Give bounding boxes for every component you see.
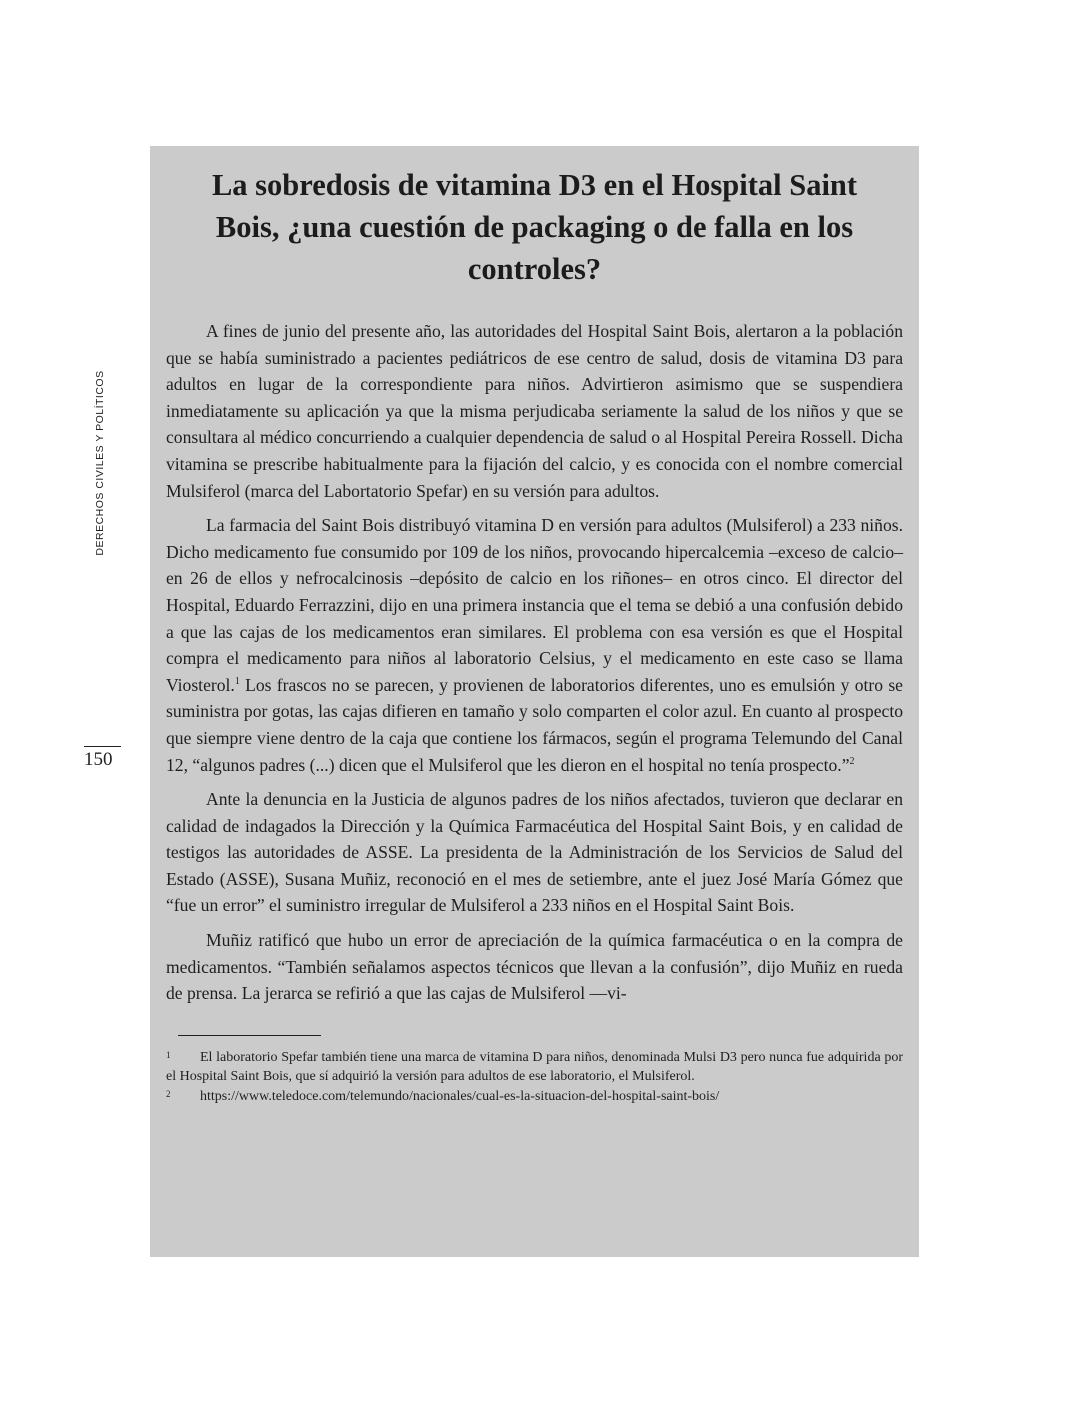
footnote-2-link[interactable]: https://www.teledoce.com/telemundo/nacionales/cual-es-la-situacion-del-hospital-saint-bois/ <box>200 1088 720 1104</box>
page-number: 150 <box>84 749 113 770</box>
footnote-1 <box>166 1048 903 1087</box>
paragraph-2-part-a: La farmacia del Saint Bois distribuyó vitamina D en versión para adultos (Mulsiferol) a 233 niños. Dicho medicamento fue consumido por 109 de los niños, provocando hipercalcemia –exceso de calcio– en 26 de ellos y nefrocalcinosis –depósito de calcio en los riñones– en otros cinco. El director del Hospital, Eduardo Ferrazzini, dijo en una primera instancia que el tema se debió a una confusión debido a que las cajas de los medicamentos eran similares. El problema con esa versión es que el Hospital compra el medicamento para niños al laboratorio Celsius, y el medicamento en este caso se llama Viosterol. <box>166 515 903 695</box>
footnote-2-number: 2 <box>166 1088 171 1099</box>
footnote-separator <box>178 1035 321 1036</box>
paragraph-2-part-b: Los frascos no se parecen, y provienen de laboratorios diferentes, uno es emulsión y otro se suministra por gotas, las cajas difieren en tamaño y solo comparten el color azul. En cuanto al prospecto que siempre viene dentro de la caja que contiene los fármacos, según el programa Telemundo del Canal 12, “algunos padres (...) dicen que el Mulsiferol que les dieron en el hospital no tenía prospecto.” <box>166 674 903 775</box>
running-section-label: DERECHOS CIVILES Y POLÍTICOS <box>94 370 106 556</box>
footnote-2 <box>166 1087 903 1107</box>
footnote-ref-2[interactable]: 2 <box>849 755 855 767</box>
article-title: La sobredosis de vitamina D3 en el Hospital Saint Bois, ¿una cuestión de packaging o de falla en los controles? <box>211 168 858 286</box>
page-number-rule <box>84 746 121 747</box>
article-box <box>150 146 919 1257</box>
footnote-ref-1[interactable]: 1 <box>234 675 240 687</box>
paragraph-3: Ante la denuncia en la Justicia de algunos padres de los niños afectados, tuvieron que declarar en calidad de indagados la Dirección y la Química Farmacéutica del Hospital Saint Bois, y en calidad de testigos las autoridades de ASSE. La presidenta de la Administración de los Servicios de Salud del Estado (ASSE), Susana Muñiz, reconoció en el mes de setiembre, ante el juez José María Gómez que “fue un error” el suministro irregular de Mulsiferol a 233 niños en el Hospital Saint Bois. <box>166 789 903 916</box>
paragraph-2 <box>166 512 903 778</box>
footnote-1-text: El laboratorio Spefar también tiene una marca de vitamina D para niños, denominada Mulsi D3 pero nunca fue adquirida por el Hospital Saint Bois, que sí adquirió la versión para adultos de ese laboratorio, el Mulsiferol. <box>166 1049 903 1085</box>
footnote-1-number: 1 <box>166 1049 171 1060</box>
paragraph-1: A fines de junio del presente año, las autoridades del Hospital Saint Bois, alertaron a la población que se había suministrado a pacientes pediátricos de ese centro de salud, dosis de vitamina D3 para adultos en lugar de la correspondiente para niños. Advirtieron asimismo que se suspendiera inmediatamente su aplicación ya que la misma perjudicaba seriamente la salud de los niños y que se consultara al médico concurriendo a cualquier dependencia de salud o al Hospital Pereira Rossell. Dicha vitamina se prescribe habitualmente para la fijación del calcio, y es conocida con el nombre comercial Mulsiferol (marca del Labortatorio Spefar) en su versión para adultos. <box>166 321 903 501</box>
paragraph-4: Muñiz ratificó que hubo un error de apreciación de la química farmacéutica o en la compra de medicamentos. “También señalamos aspectos técnicos que llevan a la confusión”, dijo Muñiz en rueda de prensa. La jerarca se refirió a que las cajas de Mulsiferol —vi- <box>166 930 903 1004</box>
